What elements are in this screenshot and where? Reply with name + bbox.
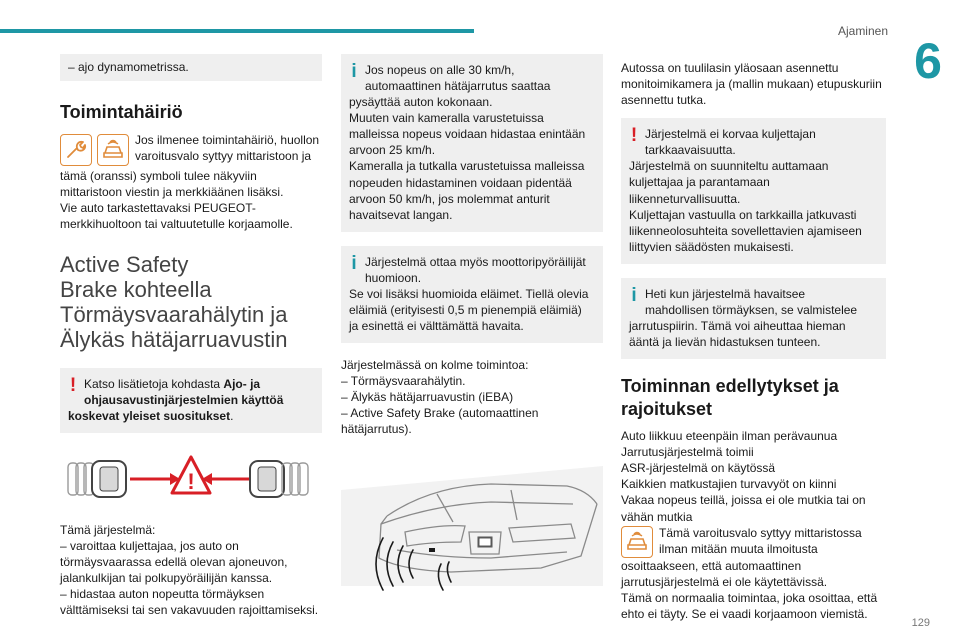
- intro-line: Autossa on tuulilasin yläosaan asennettu: [621, 61, 839, 75]
- conditions-line: Jarrutusjärjestelmä toimii: [621, 445, 754, 460]
- detect-line: mahdollisen törmäyksen, se valmistelee: [645, 302, 858, 317]
- speed-line: arvoon 50 km/h, jos molemmat anturit: [349, 191, 550, 206]
- functions-list: [341, 357, 603, 437]
- collision-warning-icon: [97, 134, 129, 166]
- conditions-list: [621, 428, 886, 524]
- functions-line: – Active Safety Brake (automaattinen: [341, 406, 539, 421]
- speed-info-box: [341, 54, 603, 232]
- chapter-title: Ajaminen: [837, 24, 888, 38]
- motorcycle-info-box: [341, 246, 603, 343]
- speed-line: automaattinen hätäjarrutus saattaa: [365, 79, 551, 94]
- see-box-bold: ohjausavustinjärjestelmien käyttöä: [84, 393, 284, 408]
- wrench-warning-icon: [60, 134, 92, 166]
- conditions-title-line: Toiminnan edellytykset ja: [621, 376, 839, 397]
- speed-line: nopeuden hidastaminen voidaan pidentää: [349, 175, 572, 190]
- warning-light-line: ehto ei täyty. Se ei vaadi korjaamoon viemistä.: [621, 606, 868, 621]
- malfunction-icons: [60, 134, 129, 166]
- system-line: törmäysvaarassa edellä olevan ajoneuvon,: [60, 554, 288, 569]
- driver-line: liikenneolosuhteita sovellettavien ajamiseen: [629, 223, 862, 238]
- moto-line: ja esinettä ei välttämättä havaita.: [349, 319, 524, 334]
- column-3: [621, 54, 886, 622]
- driver-line: Järjestelmä ei korvaa kuljettajan: [645, 127, 816, 142]
- dyno-item: – ajo dynamometrissa.: [68, 60, 189, 74]
- malfunction-line: merkkihuoltoon tai valtuutetulle korjaamolle.: [60, 216, 293, 231]
- malfunction-line: varoitusvalo syttyy mittaristoon ja: [135, 148, 312, 163]
- section-title-line: Älykäs hätäjarruavustin: [60, 327, 288, 353]
- exclamation-icon: !: [630, 125, 638, 147]
- malfunction-line: tämä (oranssi) symboli tulee näkyviin: [60, 168, 257, 183]
- functions-line: – Törmäysvaarahälytin.: [341, 374, 466, 389]
- header-accent-bar: [0, 29, 474, 33]
- warning-light-line: jarrutusjärjestelmä ei ole käytettävissä.: [621, 574, 828, 589]
- speed-line: Jos nopeus on alle 30 km/h,: [365, 63, 515, 77]
- driver-line: tarkkaavaisuutta.: [645, 143, 736, 158]
- system-line: Tämä järjestelmä:: [60, 522, 156, 537]
- intro-line: monitoimikamera ja (mallin mukaan) etupuskuriin: [621, 77, 882, 92]
- column-2: [341, 54, 603, 606]
- driver-line: liittyvien säädösten mukaisesti.: [629, 239, 794, 254]
- moto-line: eläimiä (erityisesti 0,5 m pienempiä eläimiä): [349, 303, 582, 318]
- svg-text:!: !: [187, 469, 195, 495]
- info-icon: i: [631, 284, 637, 306]
- car-sensor-illustration: [341, 446, 603, 602]
- system-line: – hidastaa auton nopeutta törmäyksen: [60, 586, 265, 601]
- section-title-line: Törmäysvaarahälytin ja: [60, 302, 288, 328]
- see-box-bold: Ajo- ja: [223, 377, 261, 392]
- warning-light-paragraph: [621, 525, 886, 622]
- moto-line: huomioon.: [365, 270, 422, 285]
- speed-line: Muuten vain kameralla varustetuissa: [349, 111, 544, 126]
- conditions-line: Kaikkien matkustajien turvavyöt on kiinni: [621, 477, 837, 492]
- chapter-number: 6: [914, 33, 942, 89]
- intro-line: asennettu tutka.: [621, 93, 707, 108]
- section-title-line: Brake kohteella: [60, 276, 212, 302]
- system-description: [60, 522, 322, 618]
- speed-line: arvoon 25 km/h.: [349, 143, 436, 158]
- collision-illustration: [60, 453, 322, 505]
- moto-line: Se voi lisäksi huomioida eläimet. Tiellä olevia: [349, 286, 589, 301]
- functions-line: hätäjarrutus).: [341, 422, 412, 437]
- detection-info-box: [621, 278, 886, 359]
- malfunction-line: Vie auto tarkastettavaksi PEUGEOT-: [60, 200, 256, 215]
- info-icon: i: [351, 61, 357, 82]
- system-line: – varoittaa kuljettajaa, jos auto on: [60, 538, 239, 553]
- system-line: välttämiseksi tai sen vakavuuden rajoittamiseksi.: [60, 602, 319, 617]
- detect-line: Heti kun järjestelmä havaitsee: [645, 286, 806, 301]
- column-1: [60, 54, 322, 618]
- info-icon: i: [351, 252, 357, 274]
- driver-line: Järjestelmä on suunniteltu auttamaan: [629, 159, 829, 174]
- see-box-text: Katso lisätietoja kohdasta: [84, 377, 224, 392]
- conditions-line: vähän mutkia: [621, 509, 693, 524]
- speed-line: havaitsevat langan.: [349, 207, 453, 222]
- malfunction-title: Toimintahäiriö: [60, 102, 183, 123]
- driver-warning-box: [621, 118, 886, 264]
- functions-line: – Älykäs hätäjarruavustin (iEBA): [341, 390, 514, 405]
- speed-line: Kameralla ja tutkalla varustetuissa malleissa: [349, 159, 585, 174]
- driver-line: liikenneturvallisuutta.: [629, 191, 741, 206]
- conditions-title-line: rajoitukset: [621, 398, 713, 419]
- detect-line: ääntä ja lievän hidastuksen tunteen.: [629, 335, 821, 350]
- camera-intro: [621, 60, 886, 108]
- speed-line: malleissa nopeus voidaan hidastaa enintään: [349, 127, 586, 142]
- section-title-line: Active Safety: [60, 251, 189, 277]
- warning-light-line: osoittaakseen, että automaattinen: [621, 558, 802, 573]
- see-more-warning-box: [60, 368, 322, 433]
- driver-line: Kuljettajan vastuulla on tarkkailla jatkuvasti: [629, 207, 857, 222]
- functions-line: Järjestelmässä on kolme toimintoa:: [341, 358, 529, 373]
- malfunction-paragraph: [60, 132, 322, 232]
- malfunction-line: Jos ilmenee toimintahäiriö, huollon: [135, 132, 320, 147]
- see-box-bold: koskevat yleiset suositukset: [68, 409, 231, 424]
- warning-light-line: Tämä varoitusvalo syttyy mittaristossa: [659, 525, 862, 540]
- conditions-line: Vakaa nopeus teillä, joissa ei ole mutkia tai on: [621, 493, 866, 508]
- driver-line: kuljettajaa ja parantamaan: [629, 175, 770, 190]
- dyno-box: [60, 54, 322, 81]
- conditions-title: [621, 375, 886, 420]
- moto-line: Järjestelmä ottaa myös moottoripyöräilijät: [365, 254, 586, 269]
- page-number: 129: [911, 617, 930, 629]
- conditions-line: ASR-järjestelmä on käytössä: [621, 461, 776, 476]
- collision-warning-icon: [621, 526, 653, 558]
- speed-line: pysäyttää auton kokonaan.: [349, 95, 493, 110]
- warning-light-line: Tämä on normaalia toimintaa, joka osoittaa, että: [621, 590, 878, 605]
- section-title: [60, 252, 322, 352]
- exclamation-icon: !: [69, 375, 77, 397]
- see-box-text: .: [230, 409, 234, 424]
- warning-light-line: ilman mitään muuta ilmoitusta: [659, 541, 818, 556]
- detect-line: jarrutuspiirin. Tämä voi aiheuttaa hieman: [629, 319, 846, 334]
- malfunction-line: mittaristoon viestin ja merkkiäänen lisäksi.: [60, 184, 284, 199]
- conditions-line: Auto liikkuu eteenpäin ilman perävaunua: [621, 429, 838, 444]
- system-line: jalankulkijan tai polkupyöräilijän kanssa.: [60, 570, 273, 585]
